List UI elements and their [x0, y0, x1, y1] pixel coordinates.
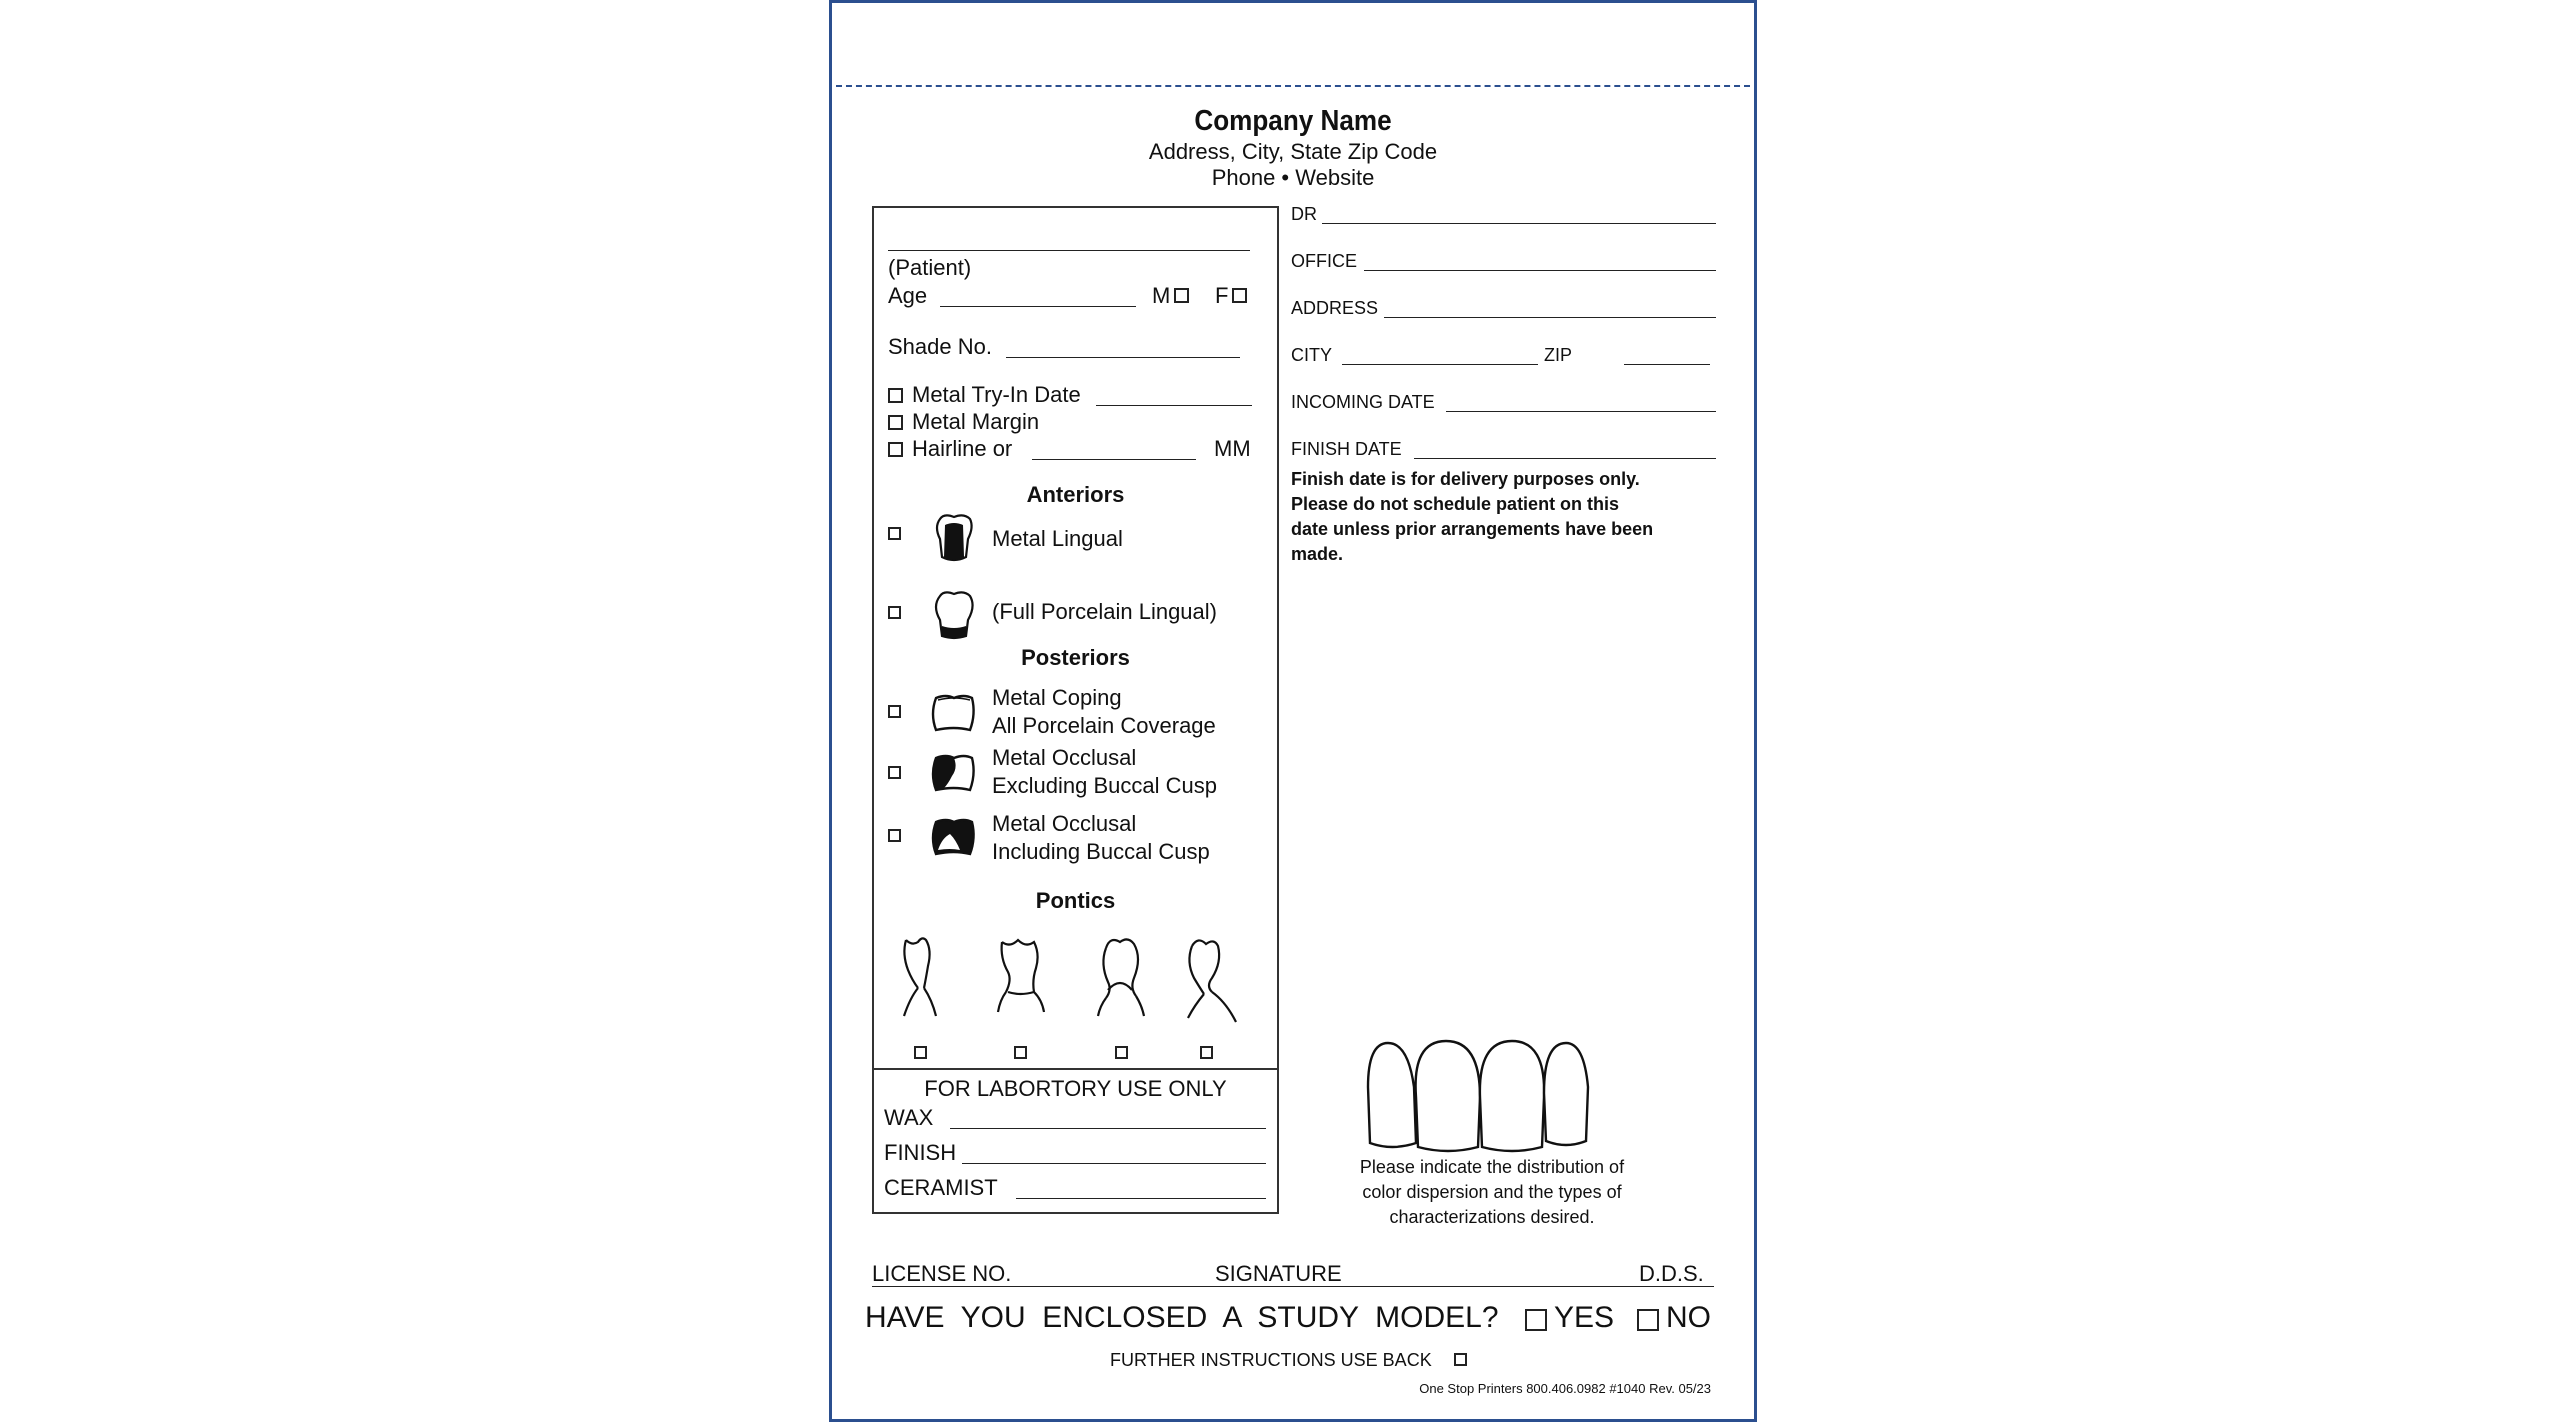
tear-line — [836, 85, 1750, 87]
study-model-no-checkbox[interactable] — [1637, 1309, 1659, 1331]
metal-coping-label-2: All Porcelain Coverage — [992, 713, 1216, 738]
patient-label: (Patient) — [888, 255, 972, 280]
pontic-2-icon — [996, 936, 1050, 1036]
finish-date-label: FINISH DATE — [1291, 439, 1402, 459]
further-instructions-checkbox[interactable] — [1454, 1353, 1467, 1366]
metal-occlusal-including-checkbox[interactable] — [888, 829, 901, 842]
address-label: ADDRESS — [1291, 298, 1379, 318]
signature-label: SIGNATURE — [1215, 1261, 1342, 1286]
wax-field[interactable] — [950, 1128, 1266, 1129]
zip-label: ZIP — [1544, 345, 1573, 365]
metal-lingual-tooth-icon — [932, 513, 976, 563]
tooth-central-left — [1416, 1041, 1480, 1151]
company-contact: Phone • Website — [1211, 165, 1375, 190]
finish-note-line-2: Please do not schedule patient on this — [1291, 494, 1620, 514]
metal-lingual-checkbox[interactable] — [888, 527, 901, 540]
office-field[interactable] — [1364, 270, 1716, 271]
age-label: Age — [888, 283, 928, 308]
posteriors-title: Posteriors — [1021, 645, 1130, 670]
metal-tryin-field[interactable] — [1096, 405, 1252, 406]
tooth-central-right — [1480, 1041, 1544, 1151]
dr-label: DR — [1291, 204, 1317, 224]
metal-coping-tooth-icon — [930, 692, 976, 734]
company-name: Company Name — [1194, 105, 1392, 137]
dr-field[interactable] — [1322, 223, 1716, 224]
address-field[interactable] — [1384, 317, 1716, 318]
city-field[interactable] — [1342, 364, 1538, 365]
tooth-lateral-right — [1544, 1043, 1588, 1145]
printer-credit: One Stop Printers 800.406.0982 #1040 Rev. 05/23 — [1419, 1381, 1711, 1396]
metal-coping-label-1: Metal Coping — [992, 685, 1122, 710]
hairline-checkbox[interactable] — [888, 442, 903, 457]
lab-title: FOR LABORTORY USE ONLY — [924, 1076, 1227, 1101]
study-model-yes-label: YES — [1554, 1301, 1615, 1334]
metal-margin-checkbox[interactable] — [888, 415, 903, 430]
metal-occlusal-including-label-1: Metal Occlusal — [992, 811, 1137, 836]
teeth-caption-line-2: color dispersion and the types of — [1362, 1182, 1622, 1202]
full-porcelain-lingual-checkbox[interactable] — [888, 606, 901, 619]
ceramist-field[interactable] — [1016, 1198, 1266, 1199]
lab-finish-field[interactable] — [962, 1163, 1266, 1164]
tooth-lateral-left — [1368, 1043, 1416, 1147]
teeth-caption-line-1: Please indicate the distribution of — [1359, 1157, 1625, 1177]
wax-label: WAX — [884, 1105, 934, 1130]
pontic-1-checkbox[interactable] — [914, 1046, 927, 1059]
mm-label: MM — [1214, 436, 1251, 461]
finish-note-line-4: made. — [1291, 544, 1344, 564]
shade-field[interactable] — [1006, 357, 1240, 358]
male-checkbox[interactable] — [1174, 288, 1189, 303]
metal-occlusal-excluding-label-2: Excluding Buccal Cusp — [992, 773, 1218, 798]
metal-occlusal-including-label-2: Including Buccal Cusp — [992, 839, 1210, 864]
porcelain-lingual-tooth-icon — [932, 590, 976, 640]
ceramist-label: CERAMIST — [884, 1175, 998, 1200]
female-checkbox[interactable] — [1232, 288, 1247, 303]
further-instructions-label: FURTHER INSTRUCTIONS USE BACK — [1110, 1350, 1432, 1370]
front-teeth-diagram — [1362, 1037, 1642, 1155]
zip-field[interactable] — [1624, 364, 1710, 365]
office-label: OFFICE — [1291, 251, 1357, 271]
incoming-date-field[interactable] — [1446, 411, 1716, 412]
metal-tryin-label: Metal Try-In Date — [912, 382, 1081, 407]
study-model-yes-checkbox[interactable] — [1525, 1309, 1547, 1331]
dds-label: D.D.S. — [1639, 1261, 1704, 1286]
female-label: F — [1215, 283, 1229, 308]
pontic-4-icon — [1182, 936, 1242, 1036]
lab-prescription-form — [829, 0, 1757, 1422]
metal-coping-checkbox[interactable] — [888, 705, 901, 718]
finish-date-field[interactable] — [1414, 458, 1716, 459]
metal-tryin-checkbox[interactable] — [888, 388, 903, 403]
lab-finish-label: FINISH — [884, 1140, 957, 1165]
hairline-label: Hairline or — [912, 436, 1013, 461]
incoming-date-label: INCOMING DATE — [1291, 392, 1435, 412]
pontic-2-checkbox[interactable] — [1014, 1046, 1027, 1059]
license-label: LICENSE NO. — [872, 1261, 1012, 1286]
hairline-field[interactable] — [1032, 459, 1196, 460]
study-model-no-label: NO — [1666, 1301, 1711, 1334]
male-label: M — [1152, 283, 1171, 308]
lab-section-divider — [874, 1068, 1277, 1070]
age-field[interactable] — [940, 306, 1136, 307]
metal-margin-label: Metal Margin — [912, 409, 1040, 434]
metal-occlusal-excluding-tooth-icon — [930, 752, 976, 794]
full-porcelain-lingual-label: (Full Porcelain Lingual) — [992, 599, 1217, 624]
finish-note-line-3: date unless prior arrangements have been — [1291, 519, 1654, 539]
shade-label: Shade No. — [888, 334, 992, 359]
patient-panel — [872, 206, 1279, 1214]
metal-occlusal-including-tooth-icon — [930, 816, 976, 858]
finish-note-line-1: Finish date is for delivery purposes only. — [1291, 469, 1640, 489]
pontic-4-checkbox[interactable] — [1200, 1046, 1213, 1059]
metal-occlusal-excluding-checkbox[interactable] — [888, 766, 901, 779]
pontic-3-icon — [1096, 936, 1150, 1036]
company-address: Address, City, State Zip Code — [1148, 139, 1438, 164]
city-label: CITY — [1291, 345, 1333, 365]
pontics-title: Pontics — [1035, 888, 1116, 913]
study-model-question: HAVE YOU ENCLOSED A STUDY MODEL? — [865, 1301, 1499, 1334]
metal-lingual-label: Metal Lingual — [992, 526, 1123, 551]
anteriors-title: Anteriors — [1026, 482, 1125, 507]
patient-name-field[interactable] — [888, 250, 1250, 251]
pontic-3-checkbox[interactable] — [1115, 1046, 1128, 1059]
teeth-caption-line-3: characterizations desired. — [1389, 1207, 1595, 1227]
metal-occlusal-excluding-label-1: Metal Occlusal — [992, 745, 1137, 770]
pontic-1-icon — [896, 936, 946, 1036]
